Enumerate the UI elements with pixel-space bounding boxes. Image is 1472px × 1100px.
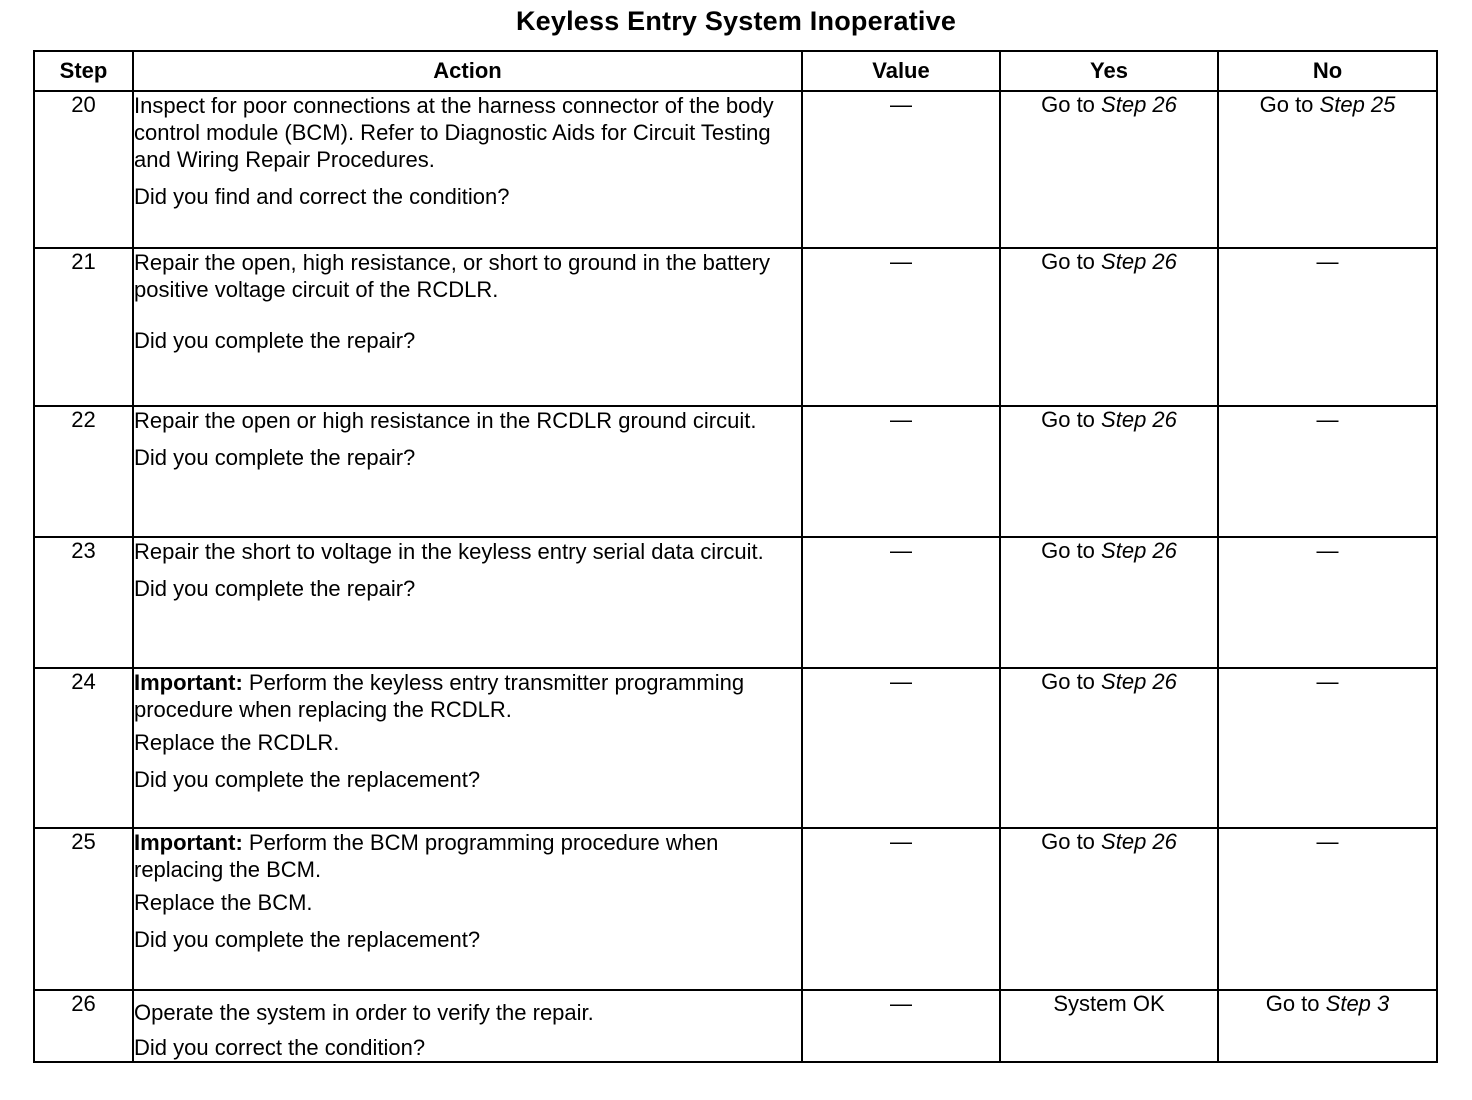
- no-step-link[interactable]: Step 25: [1319, 92, 1396, 117]
- page-title: Keyless Entry System Inoperative: [515, 6, 957, 36]
- yes-cell: [1000, 828, 1218, 990]
- important-note: [134, 829, 801, 883]
- yes-cell: [1000, 406, 1218, 537]
- no-step-link[interactable]: Step 3: [1325, 991, 1390, 1016]
- value-cell: [802, 248, 1000, 406]
- header-action: Action: [133, 51, 802, 91]
- header-step: Step: [34, 51, 133, 91]
- no-prefix: Go to: [1259, 92, 1314, 117]
- no-cell: [1218, 990, 1437, 1062]
- action-question: Did you complete the repair?: [134, 328, 416, 353]
- action-cell: [133, 91, 802, 248]
- value-dash: —: [890, 829, 912, 854]
- action-instruction: Operate the system in order to verify the repair.: [134, 1000, 594, 1025]
- yes-prefix: Go to: [1041, 407, 1095, 432]
- no-cell: [1218, 668, 1437, 828]
- table-row: [34, 248, 1437, 406]
- step-number: 22: [34, 406, 133, 537]
- yes-step-link[interactable]: Step 26: [1101, 829, 1177, 854]
- table-row: [34, 91, 1437, 248]
- diagnostic-table: [33, 50, 1438, 1063]
- header-row: [34, 51, 1437, 91]
- yes-cell: [1000, 91, 1218, 248]
- action-cell: [133, 990, 802, 1062]
- important-label: Important:: [134, 830, 243, 855]
- value-cell: [802, 537, 1000, 668]
- value-dash: —: [890, 249, 912, 274]
- yes-step-link[interactable]: Step 26: [1101, 249, 1177, 274]
- action-cell: [133, 668, 802, 828]
- action-instruction: Replace the BCM.: [134, 890, 313, 915]
- action-instruction: Repair the open, high resistance, or short to ground in the battery positive voltage circuit of the RCDLR.: [134, 250, 770, 302]
- action-cell: [133, 828, 802, 990]
- value-cell: [802, 990, 1000, 1062]
- important-note: [134, 669, 801, 723]
- value-cell: [802, 828, 1000, 990]
- yes-cell: [1000, 668, 1218, 828]
- no-cell: [1218, 248, 1437, 406]
- step-number: 26: [34, 990, 133, 1062]
- no-cell: [1218, 828, 1437, 990]
- no-dash: —: [1316, 538, 1339, 563]
- yes-cell: [1000, 248, 1218, 406]
- yes-prefix: Go to: [1041, 829, 1095, 854]
- action-instruction: Repair the open or high resistance in the RCDLR ground circuit.: [134, 408, 757, 433]
- system-ok-text: System OK: [1053, 991, 1165, 1016]
- table-row: [34, 406, 1437, 537]
- action-cell: [133, 406, 802, 537]
- no-dash: —: [1316, 829, 1339, 854]
- value-dash: —: [890, 92, 912, 117]
- header-no: No: [1218, 51, 1437, 91]
- yes-prefix: Go to: [1041, 92, 1095, 117]
- no-dash: —: [1316, 407, 1339, 432]
- action-question: Did you complete the repair?: [134, 576, 416, 601]
- header-value: Value: [802, 51, 1000, 91]
- step-number: 24: [34, 668, 133, 828]
- yes-prefix: Go to: [1041, 249, 1095, 274]
- important-text: Perform the keyless entry transmitter programming procedure when replacing the RCDLR.: [134, 670, 745, 722]
- no-cell: [1218, 91, 1437, 248]
- action-instruction: Replace the RCDLR.: [134, 730, 340, 755]
- no-dash: —: [1316, 669, 1339, 694]
- yes-step-link[interactable]: Step 26: [1101, 669, 1177, 694]
- step-number: 20: [34, 91, 133, 248]
- table-row: [34, 990, 1437, 1062]
- action-instruction: Repair the short to voltage in the keyless entry serial data circuit.: [134, 539, 764, 564]
- yes-step-link[interactable]: Step 26: [1101, 92, 1177, 117]
- value-cell: [802, 91, 1000, 248]
- important-text: Perform the BCM programming procedure when replacing the BCM.: [134, 830, 719, 882]
- yes-cell: [1000, 537, 1218, 668]
- table-row: [34, 537, 1437, 668]
- yes-prefix: Go to: [1041, 538, 1095, 563]
- action-question: Did you complete the repair?: [134, 445, 416, 470]
- action-cell: [133, 537, 802, 668]
- yes-cell: [1000, 990, 1218, 1062]
- action-question: Did you correct the condition?: [134, 1035, 426, 1060]
- action-question: Did you complete the replacement?: [134, 767, 481, 792]
- no-cell: [1218, 537, 1437, 668]
- action-instruction: Inspect for poor connections at the harness connector of the body control module (BCM). Refer to Diagnostic Aids for Circuit Testing and Wiring Repair Procedures.: [134, 93, 774, 172]
- action-cell: [133, 248, 802, 406]
- no-dash: —: [1316, 249, 1339, 274]
- no-cell: [1218, 406, 1437, 537]
- action-question: Did you find and correct the condition?: [134, 184, 510, 209]
- yes-prefix: Go to: [1041, 669, 1095, 694]
- value-dash: —: [890, 538, 912, 563]
- value-dash: —: [890, 991, 912, 1016]
- value-cell: [802, 406, 1000, 537]
- value-dash: —: [890, 669, 912, 694]
- table-row: [34, 668, 1437, 828]
- step-number: 21: [34, 248, 133, 406]
- step-number: 23: [34, 537, 133, 668]
- value-dash: —: [890, 407, 912, 432]
- action-question: Did you complete the replacement?: [134, 927, 481, 952]
- important-label: Important:: [134, 670, 243, 695]
- yes-step-link[interactable]: Step 26: [1101, 407, 1177, 432]
- no-prefix: Go to: [1265, 991, 1320, 1016]
- header-yes: Yes: [1000, 51, 1218, 91]
- value-cell: [802, 668, 1000, 828]
- step-number: 25: [34, 828, 133, 990]
- table-row: [34, 828, 1437, 990]
- yes-step-link[interactable]: Step 26: [1101, 538, 1177, 563]
